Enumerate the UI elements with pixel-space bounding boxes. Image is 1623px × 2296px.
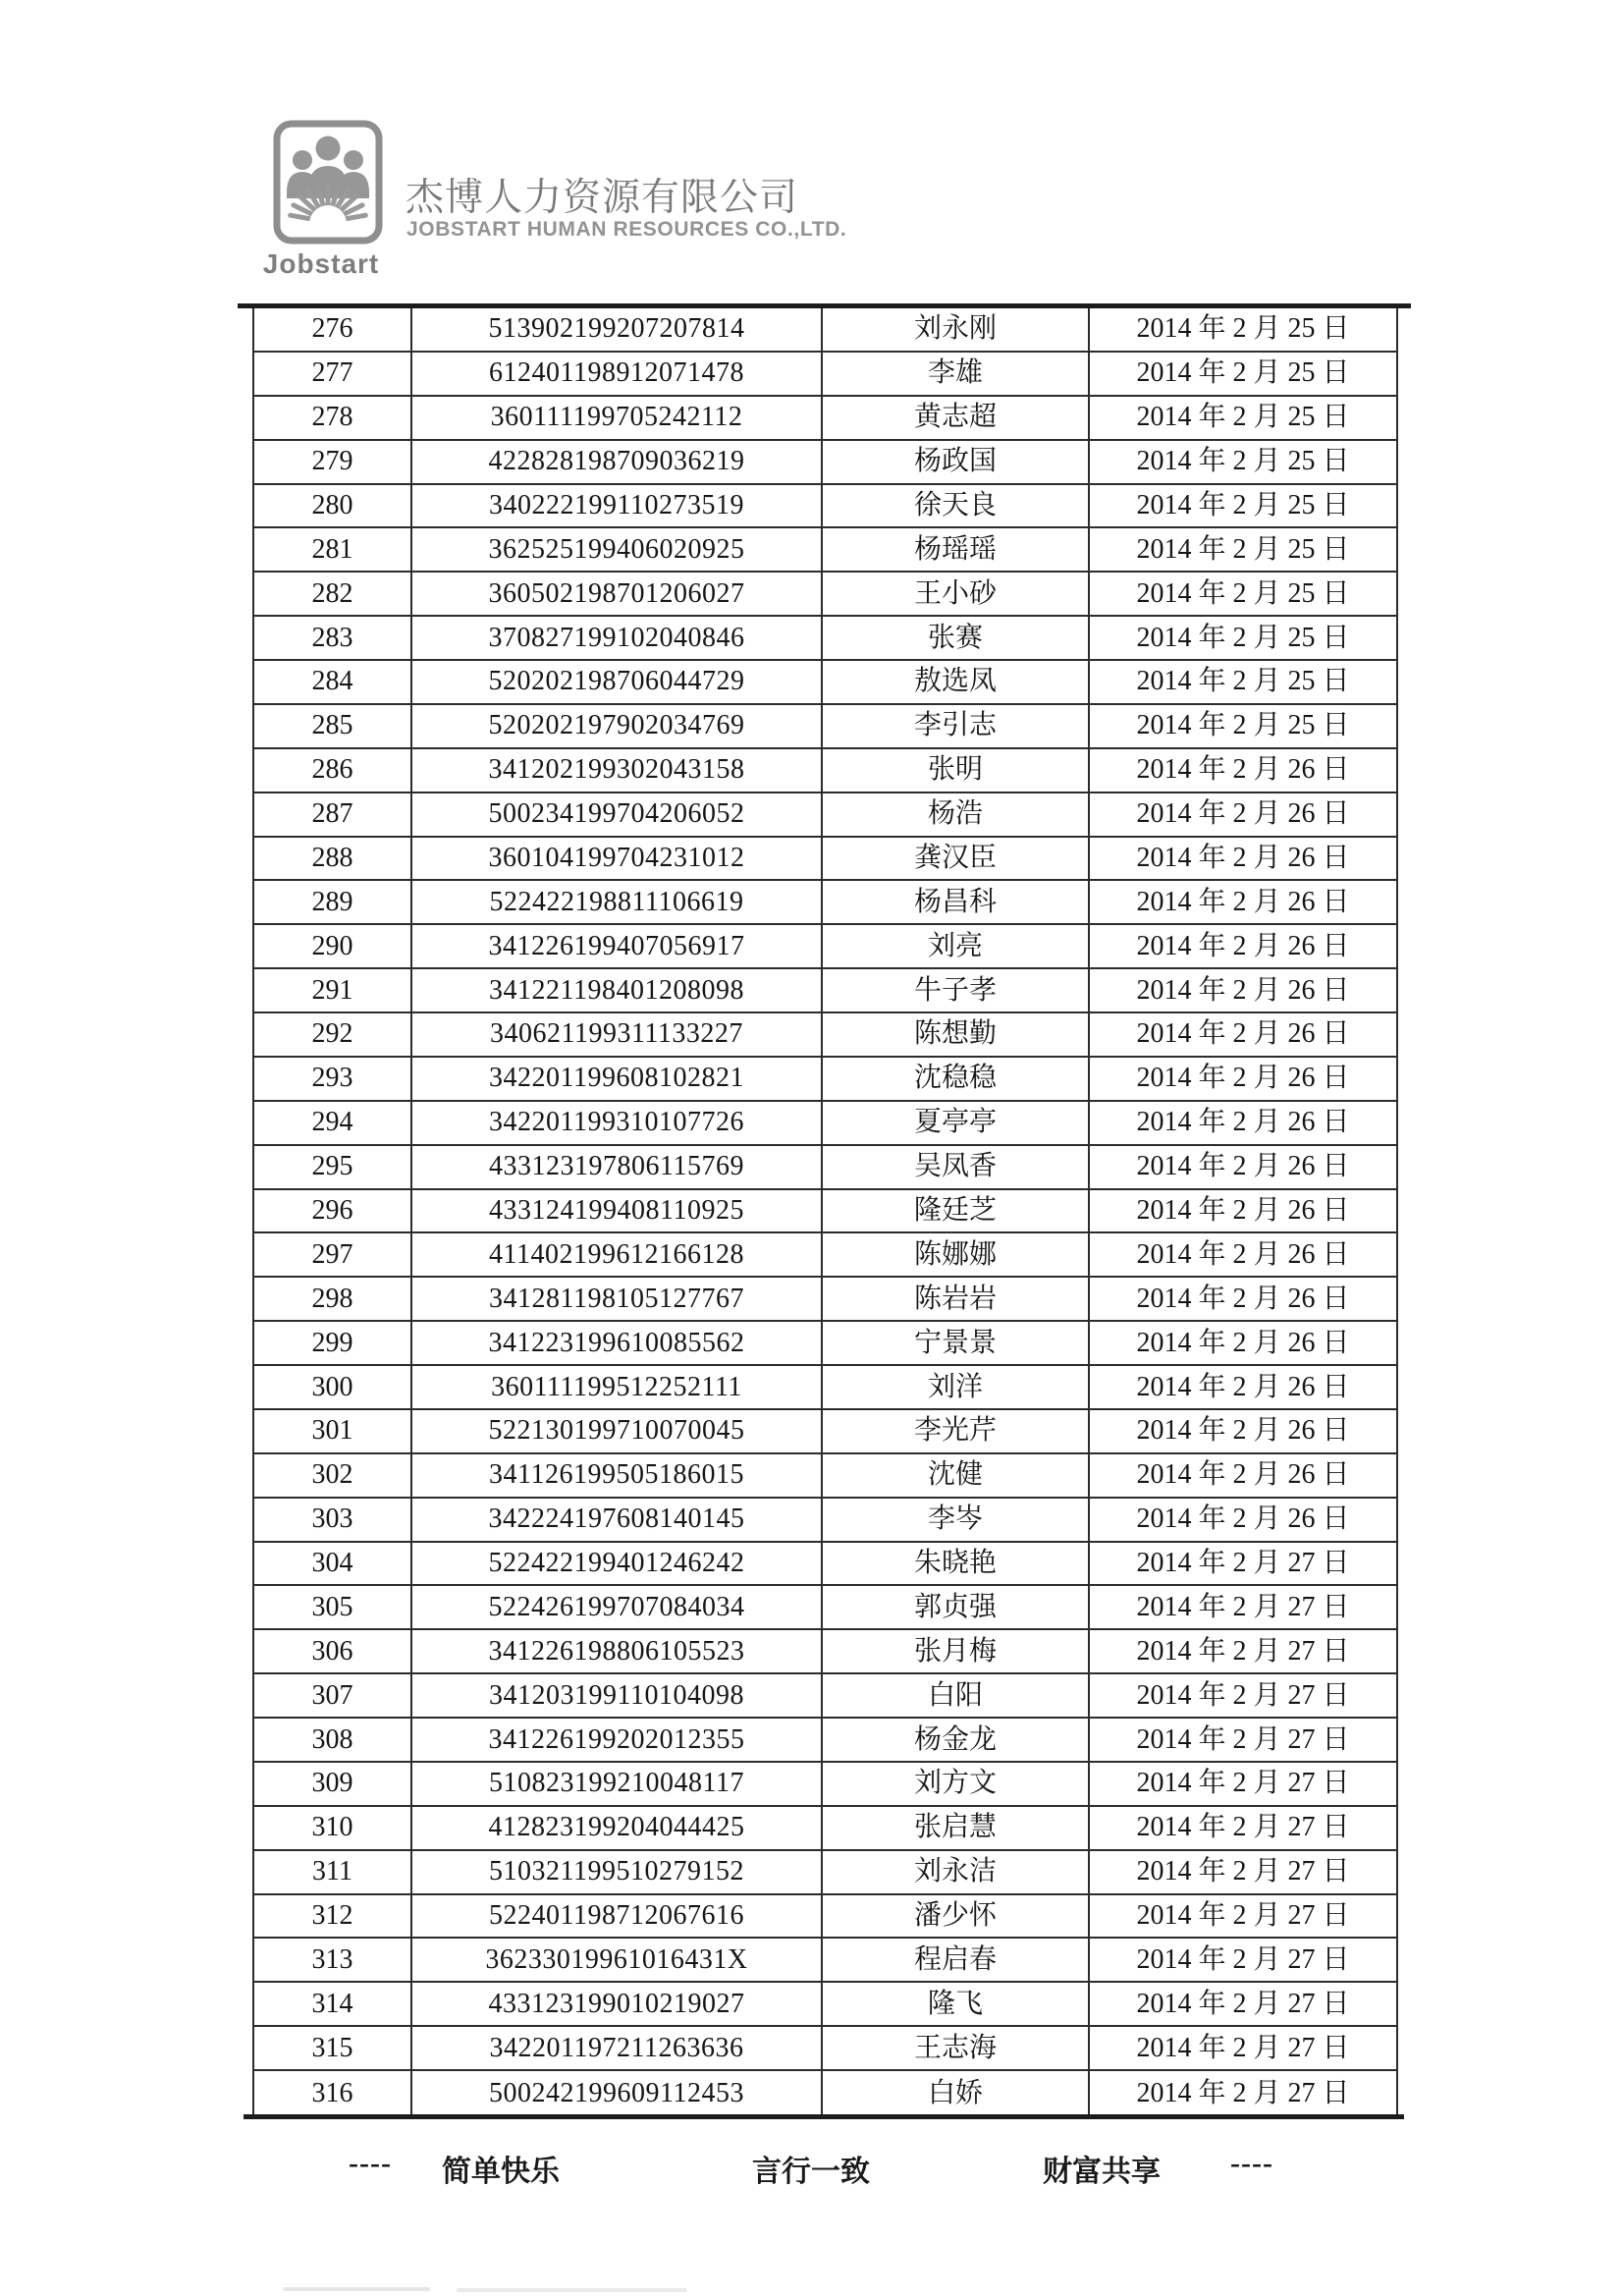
- table-row: [254, 1146, 1396, 1190]
- cell-id-number: 362525199406020925: [412, 528, 823, 571]
- cell-date: 2014 年 2 月 27 日: [1136, 1548, 1350, 1579]
- cell-date: 2014 年 2 月 25 日: [1136, 446, 1350, 477]
- cell-date: 2014 年 2 月 27 日: [1136, 1723, 1350, 1755]
- cell-person-name: 吴凤香: [823, 1146, 1090, 1188]
- cell-date: 2014 年 2 月 25 日: [1136, 489, 1350, 520]
- cell-id-number: 522401198712067616: [412, 1895, 823, 1938]
- cell-date: 2014 年 2 月 27 日: [1136, 1943, 1350, 1975]
- cell-sequence-number: 276: [254, 308, 412, 351]
- scan-artifact: [283, 2287, 430, 2291]
- table-row: [254, 969, 1396, 1013]
- cell-sequence-number: 285: [254, 705, 412, 747]
- cell-id-number: 341221198401208098: [412, 969, 823, 1011]
- cell-person-name: 隆廷芝: [823, 1190, 1090, 1232]
- cell-person-name: 隆飞: [823, 1983, 1090, 2025]
- table-row: [254, 1233, 1396, 1278]
- cell-date: 2014 年 2 月 27 日: [1136, 1768, 1350, 1799]
- table-row: [254, 881, 1396, 925]
- footer-dash-right: ----: [1230, 2147, 1273, 2179]
- table-row: [254, 617, 1396, 661]
- cell-person-name: 杨政国: [823, 441, 1090, 483]
- cell-person-name: 宁景景: [823, 1322, 1090, 1364]
- table-row: [254, 1719, 1396, 1763]
- cell-date: 2014 年 2 月 25 日: [1136, 402, 1350, 433]
- footer-slogan-line: [0, 2147, 1623, 2188]
- cell-id-number: 422828198709036219: [412, 441, 823, 483]
- table-row: [254, 485, 1396, 529]
- cell-date: 2014 年 2 月 26 日: [1136, 1238, 1350, 1270]
- cell-person-name: 张启慧: [823, 1807, 1090, 1849]
- cell-person-name: 潘少怀: [823, 1895, 1090, 1938]
- table-row: [254, 1630, 1396, 1674]
- cell-date: 2014 年 2 月 26 日: [1136, 1503, 1350, 1535]
- table-row: [254, 1807, 1396, 1851]
- cell-person-name: 白阳: [823, 1674, 1090, 1717]
- table-row: [254, 2071, 1396, 2115]
- cell-person-name: 牛子孝: [823, 969, 1090, 1011]
- table-row: [254, 1278, 1396, 1322]
- cell-id-number: 360104199704231012: [412, 838, 823, 880]
- table-row: [254, 1366, 1396, 1410]
- cell-sequence-number: 287: [254, 793, 412, 836]
- cell-date: 2014 年 2 月 26 日: [1136, 1459, 1350, 1491]
- cell-date: 2014 年 2 月 27 日: [1136, 1856, 1350, 1887]
- cell-sequence-number: 316: [254, 2071, 412, 2115]
- cell-person-name: 沈健: [823, 1454, 1090, 1497]
- cell-sequence-number: 307: [254, 1674, 412, 1717]
- cell-date: 2014 年 2 月 25 日: [1136, 357, 1350, 389]
- cell-id-number: 341281198105127767: [412, 1278, 823, 1320]
- cell-date: 2014 年 2 月 26 日: [1136, 1107, 1350, 1138]
- cell-person-name: 李岑: [823, 1499, 1090, 1541]
- cell-date: 2014 年 2 月 27 日: [1136, 2077, 1350, 2108]
- footer-slogan-3: 财富共享: [1043, 2156, 1161, 2188]
- table-row: [254, 661, 1396, 705]
- cell-id-number: 341226199407056917: [412, 925, 823, 967]
- cell-person-name: 刘永刚: [823, 308, 1090, 351]
- cell-sequence-number: 279: [254, 441, 412, 483]
- cell-sequence-number: 311: [254, 1851, 412, 1893]
- table-row: [254, 1013, 1396, 1058]
- cell-date: 2014 年 2 月 25 日: [1136, 533, 1350, 565]
- cell-id-number: 412823199204044425: [412, 1807, 823, 1849]
- cell-sequence-number: 296: [254, 1190, 412, 1232]
- table-row: [254, 1983, 1396, 2027]
- table-row: [254, 1499, 1396, 1543]
- cell-date: 2014 年 2 月 25 日: [1136, 313, 1350, 345]
- cell-sequence-number: 310: [254, 1807, 412, 1849]
- cell-date: 2014 年 2 月 27 日: [1136, 1679, 1350, 1711]
- cell-id-number: 433123199010219027: [412, 1983, 823, 2025]
- cell-person-name: 刘洋: [823, 1366, 1090, 1408]
- cell-date: 2014 年 2 月 27 日: [1136, 1988, 1350, 2019]
- cell-date: 2014 年 2 月 27 日: [1136, 2032, 1350, 2063]
- cell-id-number: 341226199202012355: [412, 1719, 823, 1761]
- cell-id-number: 340222199110273519: [412, 485, 823, 527]
- cell-person-name: 夏亭亭: [823, 1102, 1090, 1144]
- cell-person-name: 杨浩: [823, 793, 1090, 836]
- cell-person-name: 李雄: [823, 353, 1090, 395]
- table-row: [254, 1322, 1396, 1366]
- cell-person-name: 张月梅: [823, 1630, 1090, 1672]
- cell-person-name: 刘亮: [823, 925, 1090, 967]
- cell-person-name: 李引志: [823, 705, 1090, 747]
- table-row: [254, 1410, 1396, 1454]
- table-row: [254, 1851, 1396, 1895]
- cell-person-name: 张明: [823, 749, 1090, 792]
- cell-id-number: 342201197211263636: [412, 2027, 823, 2069]
- table-row: [254, 749, 1396, 793]
- footer-dash-left: ----: [349, 2147, 392, 2179]
- company-name-en: JOBSTART HUMAN RESOURCES CO.,LTD.: [406, 218, 847, 241]
- cell-sequence-number: 309: [254, 1763, 412, 1805]
- cell-id-number: 341223199610085562: [412, 1322, 823, 1364]
- table-row: [254, 353, 1396, 397]
- cell-person-name: 沈稳稳: [823, 1058, 1090, 1100]
- cell-id-number: 411402199612166128: [412, 1233, 823, 1276]
- cell-sequence-number: 306: [254, 1630, 412, 1672]
- cell-sequence-number: 299: [254, 1322, 412, 1364]
- table-row: [254, 528, 1396, 573]
- cell-person-name: 龚汉臣: [823, 838, 1090, 880]
- table-row: [254, 1895, 1396, 1940]
- cell-sequence-number: 301: [254, 1410, 412, 1452]
- cell-id-number: 360111199512252111: [412, 1366, 823, 1408]
- cell-person-name: 杨金龙: [823, 1719, 1090, 1761]
- cell-date: 2014 年 2 月 26 日: [1136, 1194, 1350, 1226]
- cell-sequence-number: 281: [254, 528, 412, 571]
- cell-id-number: 522422199401246242: [412, 1543, 823, 1585]
- cell-id-number: 341203199110104098: [412, 1674, 823, 1717]
- cell-sequence-number: 300: [254, 1366, 412, 1408]
- cell-sequence-number: 289: [254, 881, 412, 923]
- table-row: [254, 1674, 1396, 1719]
- logo-wordmark: Jobstart: [262, 248, 380, 279]
- table-bottom-heavy-rule: [243, 2114, 1404, 2119]
- cell-sequence-number: 298: [254, 1278, 412, 1320]
- table-row: [254, 1763, 1396, 1807]
- cell-date: 2014 年 2 月 26 日: [1136, 1415, 1350, 1447]
- table-row: [254, 925, 1396, 969]
- table-row: [254, 838, 1396, 882]
- cell-date: 2014 年 2 月 26 日: [1136, 1018, 1350, 1050]
- table-row: [254, 1058, 1396, 1102]
- cell-id-number: 36233019961016431X: [412, 1939, 823, 1981]
- cell-sequence-number: 303: [254, 1499, 412, 1541]
- table-row: [254, 1102, 1396, 1146]
- cell-id-number: 433124199408110925: [412, 1190, 823, 1232]
- cell-date: 2014 年 2 月 26 日: [1136, 1063, 1350, 1094]
- table-row: [254, 793, 1396, 838]
- cell-sequence-number: 313: [254, 1939, 412, 1981]
- cell-id-number: 522422198811106619: [412, 881, 823, 923]
- cell-id-number: 522130199710070045: [412, 1410, 823, 1452]
- cell-sequence-number: 291: [254, 969, 412, 1011]
- cell-date: 2014 年 2 月 26 日: [1136, 1151, 1350, 1182]
- cell-sequence-number: 277: [254, 353, 412, 395]
- cell-sequence-number: 284: [254, 661, 412, 703]
- cell-person-name: 张赛: [823, 617, 1090, 659]
- table-row: [254, 705, 1396, 749]
- cell-id-number: 360111199705242112: [412, 397, 823, 439]
- cell-person-name: 刘永洁: [823, 1851, 1090, 1893]
- cell-person-name: 陈娜娜: [823, 1233, 1090, 1276]
- cell-sequence-number: 304: [254, 1543, 412, 1585]
- cell-date: 2014 年 2 月 26 日: [1136, 1283, 1350, 1314]
- cell-date: 2014 年 2 月 26 日: [1136, 1371, 1350, 1402]
- cell-date: 2014 年 2 月 26 日: [1136, 930, 1350, 961]
- cell-person-name: 刘方文: [823, 1763, 1090, 1805]
- cell-id-number: 522426199707084034: [412, 1586, 823, 1628]
- cell-date: 2014 年 2 月 26 日: [1136, 1327, 1350, 1358]
- cell-sequence-number: 286: [254, 749, 412, 792]
- cell-sequence-number: 315: [254, 2027, 412, 2069]
- cell-id-number: 520202198706044729: [412, 661, 823, 703]
- table-row: [254, 441, 1396, 485]
- cell-id-number: 370827199102040846: [412, 617, 823, 659]
- cell-person-name: 王志海: [823, 2027, 1090, 2069]
- cell-id-number: 341126199505186015: [412, 1454, 823, 1497]
- cell-id-number: 342201199310107726: [412, 1102, 823, 1144]
- cell-id-number: 500242199609112453: [412, 2071, 823, 2115]
- table-row: [254, 2027, 1396, 2071]
- cell-sequence-number: 295: [254, 1146, 412, 1188]
- cell-id-number: 612401198912071478: [412, 353, 823, 395]
- scan-artifact: [457, 2288, 687, 2292]
- cell-date: 2014 年 2 月 26 日: [1136, 842, 1350, 873]
- cell-date: 2014 年 2 月 26 日: [1136, 754, 1350, 786]
- cell-sequence-number: 294: [254, 1102, 412, 1144]
- cell-sequence-number: 302: [254, 1454, 412, 1497]
- cell-date: 2014 年 2 月 25 日: [1136, 622, 1350, 653]
- cell-date: 2014 年 2 月 26 日: [1136, 886, 1350, 917]
- cell-person-name: 李光芹: [823, 1410, 1090, 1452]
- cell-id-number: 341226198806105523: [412, 1630, 823, 1672]
- company-name-zh: 杰博人力资源有限公司: [406, 177, 799, 219]
- cell-id-number: 342224197608140145: [412, 1499, 823, 1541]
- cell-sequence-number: 293: [254, 1058, 412, 1100]
- cell-id-number: 433123197806115769: [412, 1146, 823, 1188]
- table-row: [254, 1939, 1396, 1983]
- cell-date: 2014 年 2 月 27 日: [1136, 1812, 1350, 1843]
- cell-person-name: 杨昌科: [823, 881, 1090, 923]
- cell-date: 2014 年 2 月 25 日: [1136, 577, 1350, 609]
- cell-person-name: 陈岩岩: [823, 1278, 1090, 1320]
- cell-person-name: 陈想勤: [823, 1013, 1090, 1056]
- cell-sequence-number: 283: [254, 617, 412, 659]
- table-row: [254, 397, 1396, 441]
- cell-sequence-number: 282: [254, 573, 412, 615]
- cell-sequence-number: 297: [254, 1233, 412, 1276]
- cell-sequence-number: 278: [254, 397, 412, 439]
- jobstart-logo-icon: [273, 120, 383, 247]
- cell-person-name: 王小砂: [823, 573, 1090, 615]
- cell-id-number: 520202197902034769: [412, 705, 823, 747]
- cell-sequence-number: 288: [254, 838, 412, 880]
- cell-date: 2014 年 2 月 25 日: [1136, 710, 1350, 741]
- cell-date: 2014 年 2 月 26 日: [1136, 798, 1350, 830]
- table-row: [254, 573, 1396, 617]
- roster-table: [252, 308, 1398, 2115]
- cell-sequence-number: 292: [254, 1013, 412, 1056]
- cell-id-number: 510321199510279152: [412, 1851, 823, 1893]
- cell-person-name: 朱晓艳: [823, 1543, 1090, 1585]
- footer-slogan-1: 简单快乐: [442, 2156, 560, 2188]
- cell-person-name: 徐天良: [823, 485, 1090, 527]
- cell-id-number: 360502198701206027: [412, 573, 823, 615]
- cell-sequence-number: 312: [254, 1895, 412, 1938]
- cell-person-name: 黄志超: [823, 397, 1090, 439]
- cell-sequence-number: 280: [254, 485, 412, 527]
- table-row: [254, 1190, 1396, 1234]
- cell-id-number: 510823199210048117: [412, 1763, 823, 1805]
- cell-sequence-number: 314: [254, 1983, 412, 2025]
- cell-person-name: 郭贞强: [823, 1586, 1090, 1628]
- footer-slogan-2: 言行一致: [752, 2156, 870, 2188]
- cell-date: 2014 年 2 月 26 日: [1136, 974, 1350, 1006]
- table-row: [254, 1454, 1396, 1499]
- cell-person-name: 白娇: [823, 2071, 1090, 2115]
- logo-sun-disc: [309, 205, 347, 243]
- cell-id-number: 342201199608102821: [412, 1058, 823, 1100]
- cell-person-name: 敖选凤: [823, 661, 1090, 703]
- cell-id-number: 500234199704206052: [412, 793, 823, 836]
- cell-date: 2014 年 2 月 27 日: [1136, 1591, 1350, 1622]
- table-row: [254, 1543, 1396, 1587]
- table-row: [254, 1586, 1396, 1630]
- cell-person-name: 杨瑶瑶: [823, 528, 1090, 571]
- table-row: [254, 308, 1396, 353]
- cell-sequence-number: 308: [254, 1719, 412, 1761]
- cell-sequence-number: 290: [254, 925, 412, 967]
- cell-sequence-number: 305: [254, 1586, 412, 1628]
- cell-id-number: 340621199311133227: [412, 1013, 823, 1056]
- cell-date: 2014 年 2 月 25 日: [1136, 666, 1350, 697]
- cell-date: 2014 年 2 月 27 日: [1136, 1900, 1350, 1932]
- cell-person-name: 程启春: [823, 1939, 1090, 1981]
- cell-id-number: 341202199302043158: [412, 749, 823, 792]
- cell-id-number: 513902199207207814: [412, 308, 823, 351]
- cell-date: 2014 年 2 月 27 日: [1136, 1635, 1350, 1667]
